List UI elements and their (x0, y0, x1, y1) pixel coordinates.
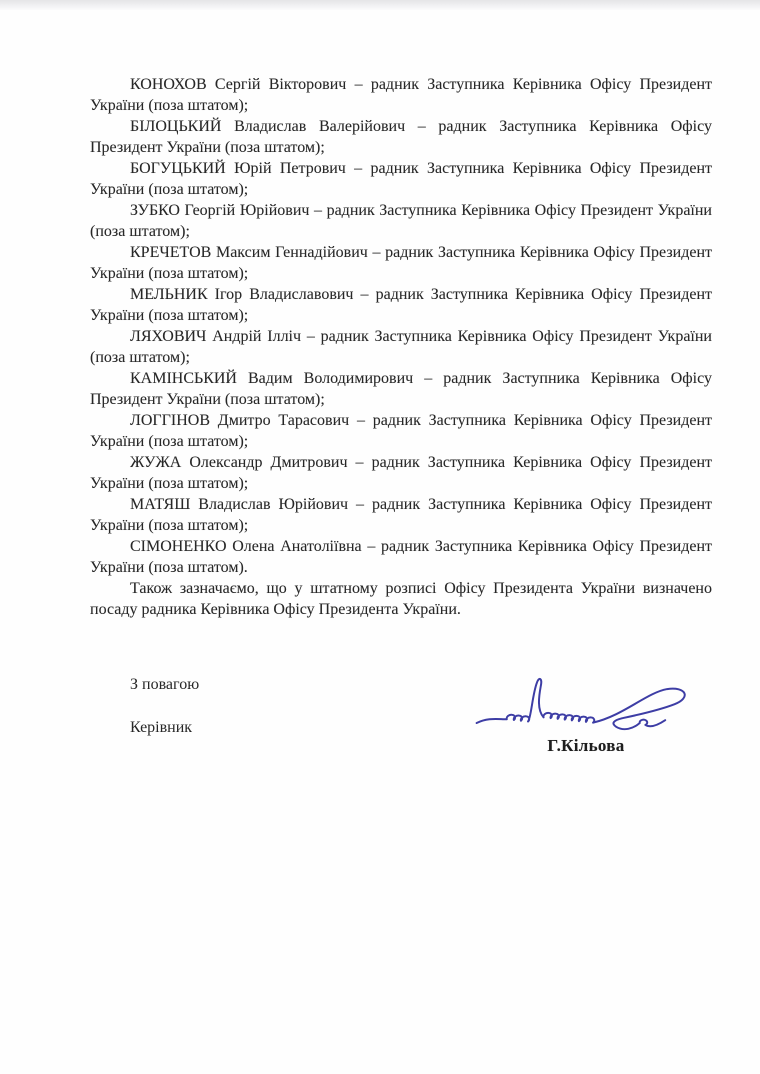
advisor-entry: МЕЛЬНИК Ігор Владиславович – радник Заступника Керівника Офісу Президент України (поза штатом); (90, 286, 712, 324)
closing-paragraph: Також зазначаємо, що у штатному розписі Офісу Президента України визначено посаду радника Керівника Офісу Президента України. (90, 580, 712, 618)
advisor-entry: БІЛОЦЬКИЙ Владислав Валерійович – радник Заступника Керівника Офісу Президент України (поза штатом); (90, 118, 712, 156)
advisor-entry: ЛЯХОВИЧ Андрій Ілліч – радник Заступника Керівника Офісу Президент України (поза штатом); (90, 328, 712, 366)
advisor-entry: КАМІНСЬКИЙ Вадим Володимирович – радник Заступника Керівника Офісу Президент України (поза штатом); (90, 370, 712, 408)
signer-title: Керівник (130, 719, 193, 736)
advisor-entry: БОГУЦЬКИЙ Юрій Петрович – радник Заступника Керівника Офісу Президент України (поза штатом); (90, 160, 712, 198)
document-body (0, 10, 760, 756)
advisor-entry: КРЕЧЕТОВ Максим Геннадійович – радник Заступника Керівника Офісу Президент України (поза штатом); (90, 244, 712, 282)
advisor-entry: ЗУБКО Георгій Юрійович – радник Заступника Керівника Офісу Президент України (поза штатом); (90, 202, 712, 240)
signature-stroke (477, 679, 685, 729)
advisor-entry: ЖУЖА Олександр Дмитрович – радник Заступника Керівника Офісу Президент України (поза штатом); (90, 454, 712, 492)
advisor-entry: МАТЯШ Владислав Юрійович – радник Заступника Керівника Офісу Президент України (поза штатом); (90, 496, 712, 534)
signoff-block (90, 674, 712, 756)
advisor-entry: КОНОХОВ Сергій Вікторович – радник Заступника Керівника Офісу Президент України (поза штатом); (90, 76, 712, 114)
advisor-entry: СІМОНЕНКО Олена Анатоліївна – радник Заступника Керівника Офісу Президент України (поза штатом). (90, 538, 712, 576)
signer-name: Г.Кільова (547, 736, 625, 755)
scan-top-edge (0, 0, 760, 10)
salutation-text: З повагою (130, 676, 200, 693)
signoff-left (130, 674, 199, 738)
signature-block (460, 674, 712, 756)
advisor-entry: ЛОГГІНОВ Дмитро Тарасович – радник Заступника Керівника Офісу Президент України (поза штатом); (90, 412, 712, 450)
signature-image (466, 674, 706, 740)
